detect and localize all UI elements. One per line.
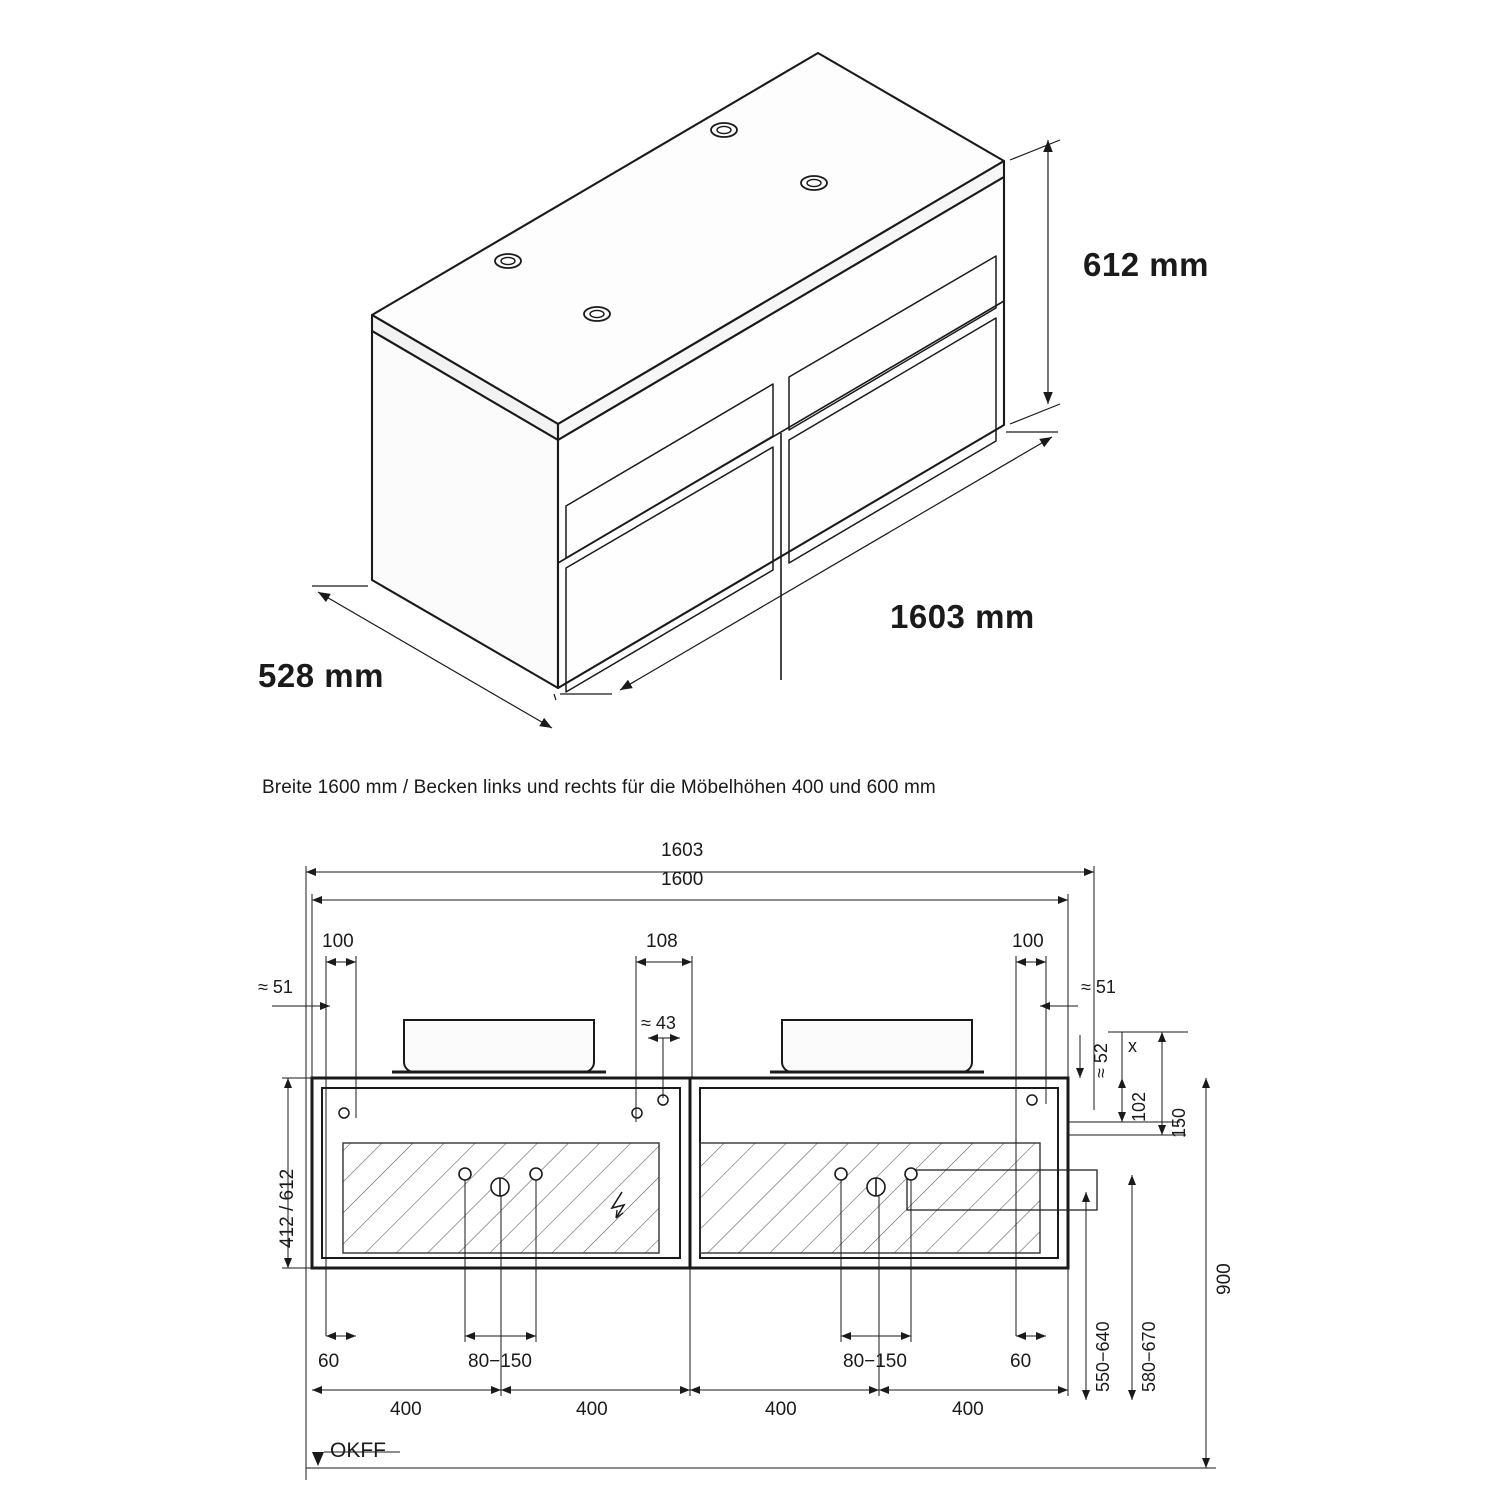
iso-height-label: 612 mm xyxy=(1083,246,1209,283)
dim-tap-range-left: 80−150 xyxy=(468,1351,532,1372)
dim-segment-2: 400 xyxy=(576,1399,608,1420)
dim-right-100: 100 xyxy=(1012,931,1044,952)
dim-segment-3: 400 xyxy=(765,1399,797,1420)
dim-approx-43: ≈ 43 xyxy=(641,1013,676,1033)
dim-center-108: 108 xyxy=(646,931,678,952)
dim-segment-4: 400 xyxy=(952,1399,984,1420)
dim-approx-51-left: ≈ 51 xyxy=(258,977,293,997)
dim-150: 150 xyxy=(1169,1107,1189,1138)
basin-right xyxy=(770,1020,984,1072)
dim-580-670: 580−670 xyxy=(1139,1321,1159,1392)
iso-depth-label: 528 mm xyxy=(258,657,384,694)
dim-right-60: 60 xyxy=(1010,1351,1032,1372)
iso-width-label: 1603 mm xyxy=(890,598,1035,635)
dim-550-640: 550−640 xyxy=(1093,1321,1113,1392)
dim-total-900: 900 xyxy=(1214,1263,1235,1295)
dim-1600: 1600 xyxy=(661,869,704,890)
dim-cabinet-height: 412 / 612 xyxy=(277,1168,298,1248)
installation-zone-right xyxy=(700,1143,1040,1253)
okff-label: OKFF xyxy=(330,1439,386,1462)
dim-x-mark: x xyxy=(1128,1036,1137,1056)
dim-approx-52: ≈ 52 xyxy=(1091,1043,1111,1078)
dim-1603: 1603 xyxy=(661,840,704,861)
dim-tap-range-right: 80−150 xyxy=(843,1351,907,1372)
dim-left-60: 60 xyxy=(318,1351,340,1372)
dim-segment-1: 400 xyxy=(390,1399,422,1420)
dim-approx-51-right: ≈ 51 xyxy=(1081,977,1116,997)
dim-left-100: 100 xyxy=(322,931,354,952)
basin-left xyxy=(392,1020,606,1072)
isometric-cabinet xyxy=(372,53,1004,692)
front-view-geometry xyxy=(312,1020,1097,1268)
drawing-caption: Breite 1600 mm / Becken links und rechts für die Möbelhöhen 400 und 600 mm xyxy=(262,777,936,798)
dim-102: 102 xyxy=(1129,1091,1149,1122)
